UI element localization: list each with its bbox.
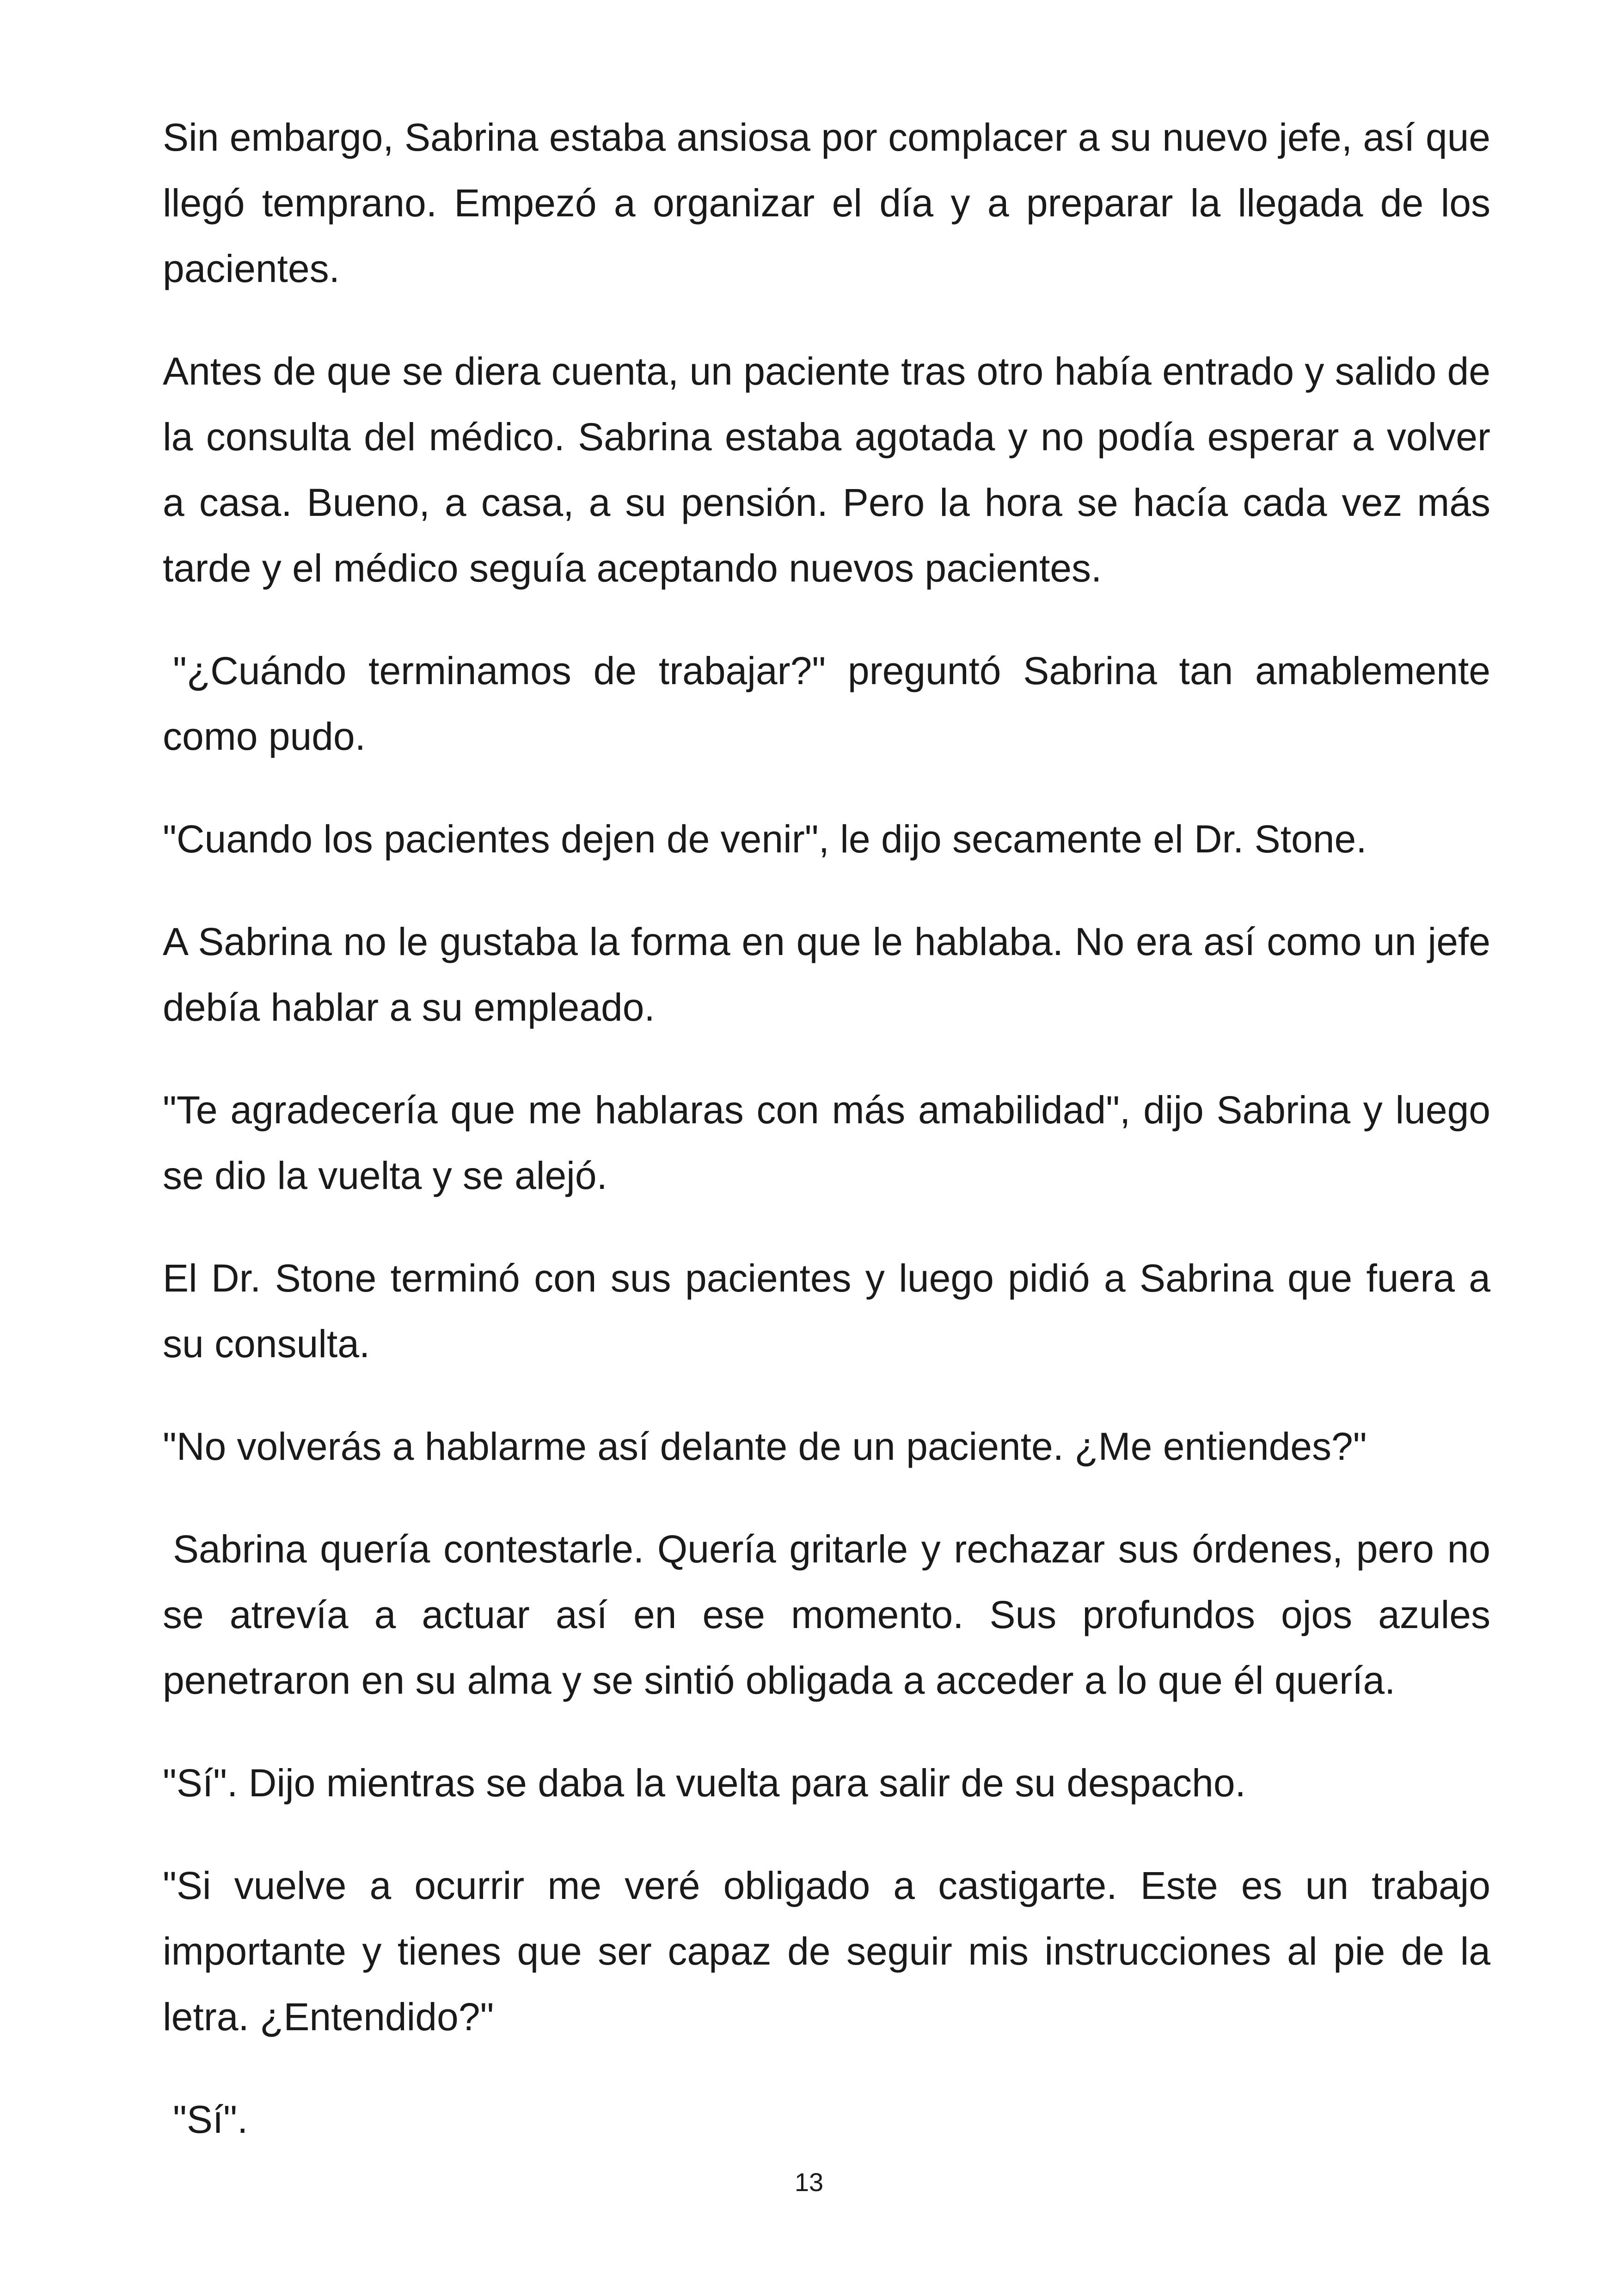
page-number: 13 <box>794 2167 824 2197</box>
paragraph: Sin embargo, Sabrina estaba ansiosa por complacer a su nuevo jefe, así que llegó temprano. Empezó a organizar el día y a preparar la llegada de los pacientes. <box>163 116 1490 290</box>
paragraph: "Te agradecería que me hablaras con más amabilidad", dijo Sabrina y luego se dio la vuelta y se alejó. <box>163 1088 1490 1197</box>
paragraph: "¿Cuándo terminamos de trabajar?" preguntó Sabrina tan amablemente como pudo. <box>163 649 1490 758</box>
paragraph: "No volverás a hablarme así delante de un paciente. ¿Me entiendes?" <box>163 1425 1367 1468</box>
paragraph: "Si vuelve a ocurrir me veré obligado a castigarte. Este es un trabajo importante y tienes que ser capaz de seguir mis instrucciones al pie de la letra. ¿Entendido?" <box>163 1864 1490 2039</box>
body-text <box>163 104 1490 2189</box>
paragraph: "Sí". Dijo mientras se daba la vuelta para salir de su despacho. <box>163 1761 1246 1805</box>
paragraph: A Sabrina no le gustaba la forma en que le hablaba. No era así como un jefe debía hablar a su empleado. <box>163 920 1490 1029</box>
paragraph: "Cuando los pacientes dejen de venir", le dijo secamente el Dr. Stone. <box>163 817 1367 861</box>
paragraph: "Sí". <box>173 2098 248 2141</box>
paragraph: Sabrina quería contestarle. Quería gritarle y rechazar sus órdenes, pero no se atrevía a actuar así en ese momento. Sus profundos ojos azules penetraron en su alma y se sintió obligada a acceder a lo que él quería. <box>163 1527 1490 1702</box>
paragraph: Antes de que se diera cuenta, un paciente tras otro había entrado y salido de la consulta del médico. Sabrina estaba agotada y no podía esperar a volver a casa. Bueno, a casa, a su pensión. Pero la hora se hacía cada vez más tarde y el médico seguía aceptando nuevos pacientes. <box>163 349 1490 590</box>
paragraph: El Dr. Stone terminó con sus pacientes y luego pidió a Sabrina que fuera a su consulta. <box>163 1256 1490 1365</box>
